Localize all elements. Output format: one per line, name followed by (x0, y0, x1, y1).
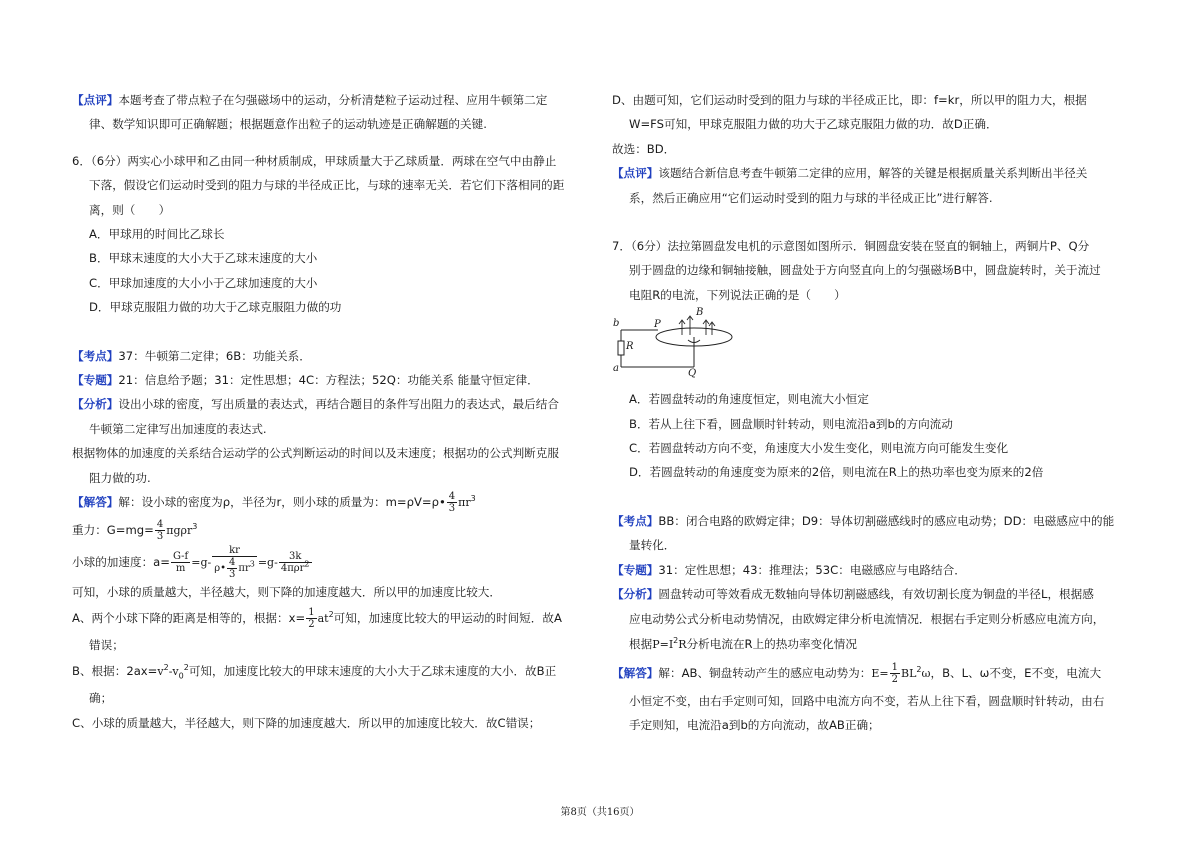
label-b: b (613, 318, 620, 330)
q7-option-d: D．若圆盘转动的角速度变为原来的2倍，则电流在R上的热功率也变为原来的2倍 (629, 465, 1044, 480)
fenxi-q7: 【分析】圆盘转动可等效看成无数轴向导体切割磁感线，有效切割长度为铜盘的半径L，根据感 (612, 587, 1094, 602)
right-column: D、由题可知，它们运动时受到的阻力与球的半径成正比，即：f=kr，所以甲的阻力大，根据 W=FS可知，甲球克服阻力做的功大于乙球克服阻力做的功．故D正确． 故选：BD． 【点评】该题结合新信息考查牛顿第二定律的应用，解答的关键是根据质量关系判断出半径关 系，然后正确应用“它们运动时受到的阻力与球的半径成正比”进行解答. 7．（6分）法拉第圆盘发电机的示意图如图所示．铜圆盘安装在竖直的铜轴上，两铜片P、Q分 别于圆盘的边缘和铜轴接触，圆盘处于方向竖直向上的匀强磁场B中，圆盘旋转时，关于流过 电阻R的电流，下列说法正确的是（ ） b a P B R Q A．若圆盘转动的角速度恒定，则电流大小恒定 B．若从上往下看，圆盘顺时针转动，则电流沿a到b的方向流动 C．若圆盘转动方向不变，角速度大小发生变化，则电流方向可能发生变化 D．若圆盘转动的角速度变为原来的2倍，则电流在R上的热功率也变为原来的2倍 【考点】BB：闭合电路的欧姆定律；D9：导体切割磁感线时的感应电动势；DD：电磁感应中的能 量转化． 【专题】31：定性思想；43：推理法；53C：电磁感应与电路结合． 【分析】圆盘转动可等效看成无数轴向导体切割磁感线，有效切割长度为铜盘的半径L，根据感 应电动势公式分析电动势情况，由欧姆定律分析电流情况．根据右手定则分析感应电流方向， 根据$P=I^2R$分析电流在R上的热功率变化情况 【解答】解：AB、铜盘转动产生的感应电动势为：E= $\frac{1}{2}$ $BL^2\omega$，B、L、ω不变，E不变，电流大 小恒定不变，由右手定则可知，回路中电流方向不变，若从上往下看，圆盘顺时针转动，由右 手定则知，电流沿a到b的方向流动，故AB正确； (612, 88, 1134, 738)
zhuanti-q6: 【专题】21：信息给予题；31：定性思想；4C：方程法；52Q：功能关系 能量守恒定律． (72, 373, 539, 388)
jieda-q7: 【解答】解：AB、铜盘转动产生的感应电动势为：E= $\frac{1}{2}$ $BL^2\omega$，B、L、ω不变，E不变，电流大 (612, 661, 1102, 685)
option-d-analysis: D、由题可知，它们运动时受到的阻力与球的半径成正比，即：f=kr，所以甲的阻力大，根据 (612, 93, 1087, 107)
left-column: 【点评】本题考查了带点粒子在匀强磁场中的运动，分析清楚粒子运动过程、应用牛顿第二定 律、数学知识即可正确解题；根据题意作出粒子的运动轨迹是正确解题的关键. 6．（6分）两实心小球甲和乙由同一种材质制成，甲球质量大于乙球质量．两球在空气中由静止 下落，假设它们运动时受到的阻力与球的半径成正比，与球的速率无关．若它们下落相同的距 离，则（ ） A．甲球用的时间比乙球长 B．甲球末速度的大小大于乙球末速度的大小 C．甲球加速度的大小小于乙球加速度的大小 D．甲球克服阻力做的功大于乙球克服阻力做的功 【考点】37：牛顿第二定律；6B：功能关系． 【专题】21：信息给予题；31：定性思想；4C：方程法；52Q：功能关系 能量守恒定律． 【分析】设出小球的密度，写出质量的表达式，再结合题目的条件写出阻力的表达式，最后结合 牛顿第二定律写出加速度的表达式. 根据物体的加速度的关系结合运动学的公式判断运动的时间以及末速度；根据功的公式判断克服 阻力做的功. 【解答】解：设小球的密度为ρ，半径为r，则小球的质量为：m=ρV=ρ• $\frac{4}{3}$ $\pi r^3$ 重力：G=mg= $\frac{4}{3}$ πgρr$^3$ 小球的加速度：a= $\frac{G-f}{m}$ =g- kr ρ• $\frac{4}{3}$ $\pi r^3$ =g- $\frac{3k}{4\pi\rho r^2}$ 可知，小球的质量越大，半径越大，则下降的加速度越大．所以甲的加速度比较大． A、两个小球下降的距离是相等的，根据：x= $\frac{1}{2}$ $at^2$可知，加速度比较大的甲运动的时间短．故A 错误； B、根据：$2ax=v^2-v_0^2$可知，加速度比较大的甲球末速度的大小大于乙球末速度的大小．故B正 确； C、小球的质量越大，半径越大，则下降的加速度越大．所以甲的加速度比较大．故C错误； (72, 88, 596, 735)
kaodian-q6: 【考点】37：牛顿第二定律；6B：功能关系． (72, 348, 311, 363)
q6-option-a: A．甲球用的时间比乙球长 (89, 227, 225, 242)
kaodian-q7: 【考点】BB：闭合电路的欧姆定律；D9：导体切割磁感线时的感应电动势；DD：电磁感应中的能 (612, 513, 1115, 528)
option-a-analysis: A、两个小球下降的距离是相等的，根据：x= $\frac{1}{2}$ $at^2$可知，加速度比较大的甲运动的时间短．故A (72, 606, 562, 630)
question-7-stem: 7．（6分）法拉第圆盘发电机的示意图如图所示．铜圆盘安装在竖直的铜轴上，两铜片P、Q分 (612, 239, 1090, 254)
acceleration-formula: 小球的加速度：a= $\frac{G-f}{m}$ =g- kr ρ• $\frac{4}{3}$ $\pi r^3$ =g- $\frac{3k}{4\pi\rho r^2}$ (72, 544, 310, 580)
q6-option-c: C．甲球加速度的大小小于乙球加速度的大小 (89, 275, 318, 290)
option-c-analysis: C、小球的质量越大，半径越大，则下降的加速度越大．所以甲的加速度比较大．故C错误； (72, 715, 541, 730)
gravity-formula: 重力：G=mg= $\frac{4}{3}$ πgρr$^3$ (72, 518, 198, 542)
label-p: P (654, 319, 661, 331)
label-a: a (613, 363, 619, 375)
jieda-q6: 【解答】解：设小球的密度为ρ，半径为r，则小球的质量为：m=ρV=ρ• $\frac{4}{3}$ $\pi r^3$ (72, 491, 476, 515)
label-r: R (626, 341, 634, 353)
answer: 故选：BD． (612, 141, 676, 156)
page-footer: 第8页（共16页） (560, 807, 640, 818)
q7-option-b: B．若从上往下看，圆盘顺时针转动，则电流沿a到b的方向流动 (629, 416, 953, 431)
question-6-stem: 6．（6分）两实心小球甲和乙由同一种材质制成，甲球质量大于乙球质量．两球在空气中由静止 (72, 153, 557, 168)
q6-option-d: D．甲球克服阻力做的功大于乙球克服阻力做的功 (89, 300, 342, 315)
q7-option-c: C．若圆盘转动方向不变，角速度大小发生变化，则电流方向可能发生变化 (629, 441, 1009, 456)
comment-q5: 【点评】本题考查了带点粒子在匀强磁场中的运动，分析清楚粒子运动过程、应用牛顿第二定 (72, 93, 548, 107)
label-q: Q (688, 368, 697, 380)
fraction-4-3: $\frac{4}{3}$ (448, 491, 456, 515)
label-field-b: B (696, 307, 704, 319)
comment-q6: 【点评】该题结合新信息考查牛顿第二定律的应用，解答的关键是根据质量关系判断出半径关 (612, 166, 1088, 181)
q6-option-b: B．甲球末速度的大小大于乙球末速度的大小 (89, 251, 318, 266)
zhuanti-q7: 【专题】31：定性思想；43：推理法；53C：电磁感应与电路结合． (612, 562, 966, 577)
tag-dianping: 【点评】 (72, 93, 119, 107)
option-b-analysis: B、根据：$2ax=v^2-v_0^2$可知，加速度比较大的甲球末速度的大小大于乙球末速度的大小．故B正 (72, 663, 557, 681)
faraday-disk-figure (612, 307, 742, 381)
q7-option-a: A．若圆盘转动的角速度恒定，则电流大小恒定 (629, 392, 869, 407)
fenxi-q6: 【分析】设出小球的密度，写出质量的表达式，再结合题目的条件写出阻力的表达式，最后结合 (72, 397, 559, 412)
